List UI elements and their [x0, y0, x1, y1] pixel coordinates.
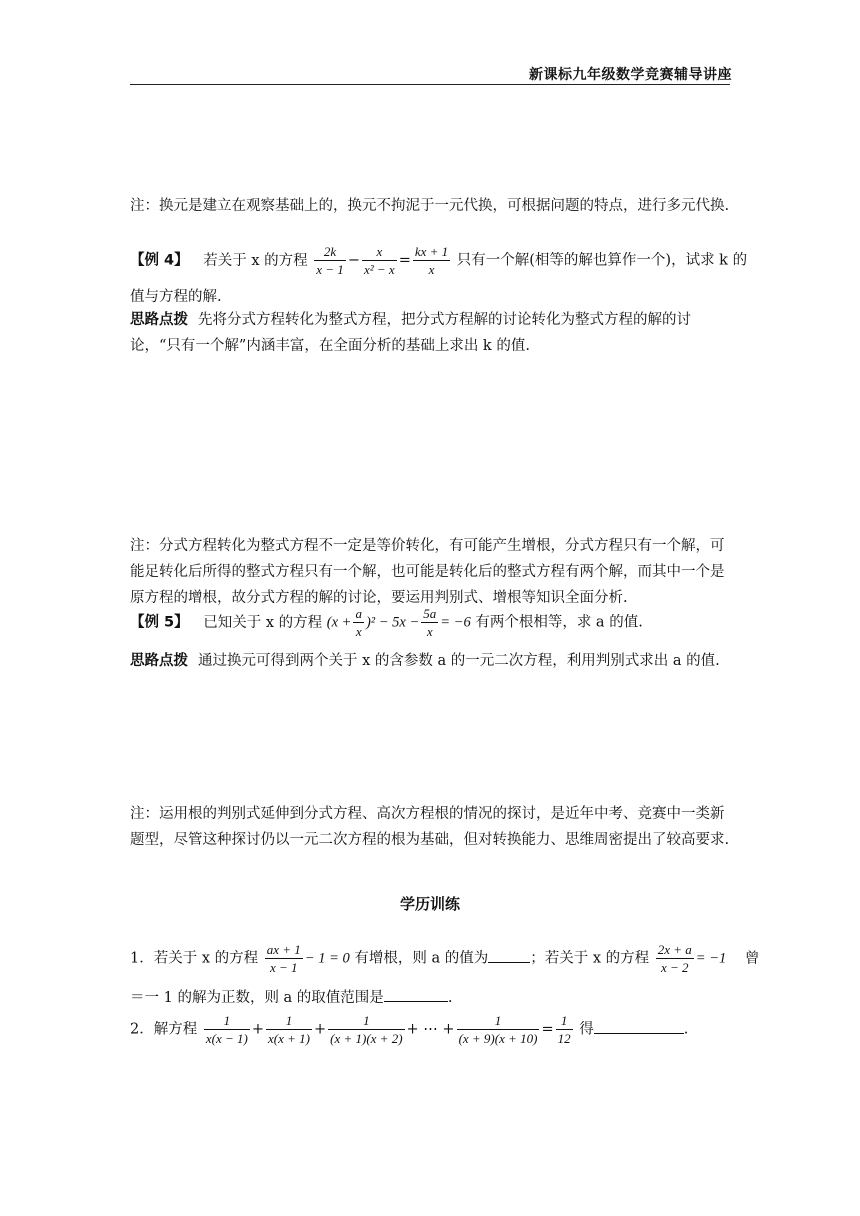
example-5-text-after: 有两个根相等，求 a 的值.	[475, 614, 643, 631]
example-5-text: 已知关于 x 的方程	[203, 614, 323, 631]
example-4-text-after: 只有一个解(相等的解也算作一个)，试求 k 的	[456, 252, 748, 269]
hint-label: 思路点拨	[130, 653, 188, 669]
answer-blank[interactable]	[384, 987, 448, 1002]
fraction: $\frac{1}{12}$	[557, 1013, 571, 1046]
note-extraneous-roots: 注：分式方程转化为整式方程不一定是等价转化，有可能产生增根，分式方程只有一个解，可能足转化后所得的整式方程只有一个解，也可能是转化后的整式方程有两个解，而其中一个是原方程的增根，故分式方程的解的讨论，要运用判别式、增根等知识全面分析.	[130, 538, 725, 606]
answer-blank[interactable]	[594, 1019, 684, 1034]
fraction: $\frac{1}{x(x + 1)}$	[267, 1013, 310, 1046]
header-title: 新课标九年级数学竞赛辅导讲座	[529, 67, 732, 83]
fraction: $\frac{x}{\text{x² − x}}$	[363, 244, 395, 277]
note-substitution: 注：换元是建立在观察基础上的，换元不拘泥于一元代换，可根据问题的特点，进行多元代换.	[130, 198, 730, 214]
question-1-line-2: ＝一 1 的解为正数，则 a 的取值范围是 .	[130, 986, 452, 1007]
header-divider	[130, 84, 730, 85]
fraction: $\frac{2k}{x - 1}$	[316, 244, 344, 277]
note-discriminant: 注：运用根的判别式延伸到分式方程、高次方程根的情况的探讨，是近年中考、竞赛中一类新题型，尽管这种探讨仍以一元二次方程的根为基础，但对转换能力、思维周密提出了较高要求.	[130, 806, 730, 848]
example-5-label: 【例 5】	[130, 614, 189, 631]
hint-paragraph-2	[130, 648, 730, 674]
fraction: $\frac{1}{x(x - 1)}$	[205, 1013, 248, 1046]
answer-blank[interactable]	[488, 948, 530, 963]
fraction: $\frac{ax + 1}{x - 1}$	[266, 942, 301, 975]
fraction: $\frac{kx + 1}{x}$	[414, 244, 449, 277]
hint-label: 思路点拨	[130, 312, 188, 328]
question-2-line: 2．解方程 $\frac{1}{x(x - 1)}$ + $\frac{1}{x(x + 1)}$ + $\frac{1}{(x + 1)(x + 2)}$ + ⋯ + $\frac{1}{(x + 9)(x + 10)}$ = $\frac{1}{12}$ 得 .	[130, 1013, 689, 1046]
hint-text: 先将分式方程转化为整式方程，把分式方程解的讨论转化为整式方程的解的讨论，“只有一个解”内涵丰富，在全面分析的基础上求出 k 的值.	[130, 312, 691, 354]
example-4-line: 【例 4】 若关于 x 的方程 $\frac{2k}{x - 1}$ − $\frac{x}{\text{x² − x}}$ = $\frac{kx + 1}{x}$ 只有一个解(相等的解也算作一个)，试求 k 的	[130, 244, 748, 277]
hint-text: 通过换元可得到两个关于 x 的含参数 a 的一元二次方程，利用判别式求出 a 的值.	[198, 653, 720, 669]
fraction: $\frac{1}{(x + 1)(x + 2)}$	[330, 1013, 403, 1046]
question-1-line: 1．若关于 x 的方程 $\frac{ax + 1}{x - 1}$ − 1 = 0 有增根，则 a 的值为 ；若关于 x 的方程 $\frac{2x + a}{x - 2}$ = −1 曾	[130, 942, 760, 975]
example-4-label: 【例 4】	[130, 252, 189, 269]
example-4-text: 若关于 x 的方程	[203, 252, 308, 269]
fraction: $\frac{2x + a}{x - 2}$	[657, 942, 692, 975]
example-5-line: 【例 5】 已知关于 x 的方程 (x + $\frac{a}{x}$ )² − 5x − $\frac{5a}{x}$ = −6 有两个根相等，求 a 的值.	[130, 606, 643, 639]
section-title: 学历训练	[399, 895, 460, 913]
fraction: $\frac{5a}{x}$	[423, 606, 437, 639]
fraction: $\frac{1}{(x + 9)(x + 10)}$	[458, 1013, 538, 1046]
example-4-line-2: 值与方程的解.	[130, 289, 222, 305]
fraction: $\frac{a}{x}$	[355, 606, 362, 639]
hint-paragraph	[130, 307, 730, 359]
